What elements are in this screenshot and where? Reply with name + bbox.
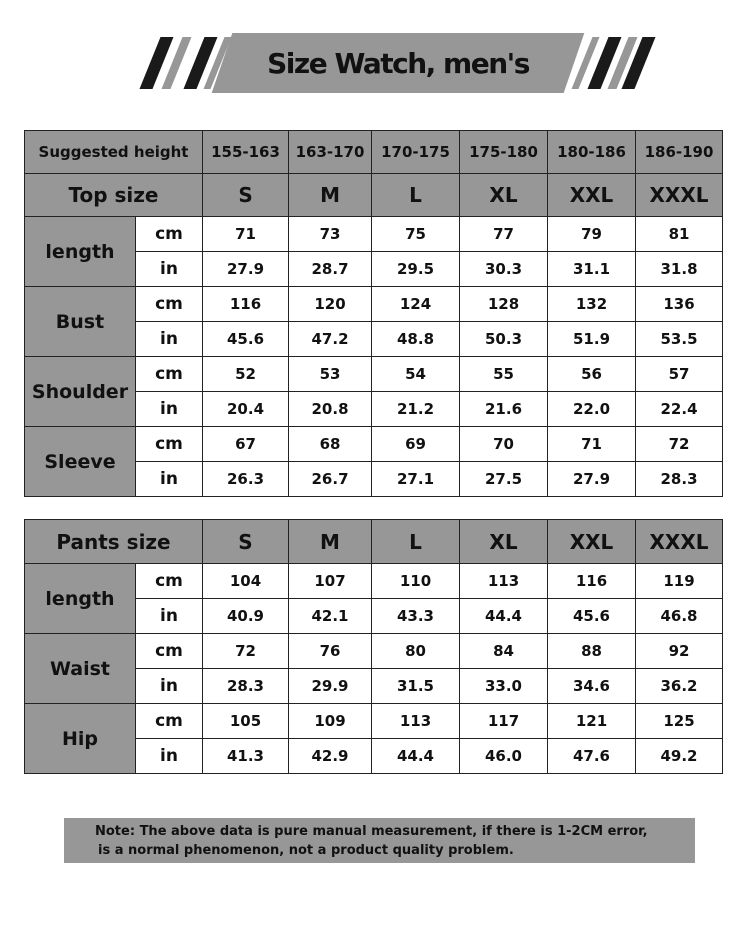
page-title: Size Watch, men's [267,46,529,80]
measurement-value: 113 [372,704,460,739]
measurement-value: 27.1 [372,462,460,497]
pants-size-table [24,519,723,774]
height-range: 170-175 [372,131,460,174]
measurement-value: 79 [548,217,636,252]
measurement-value: 120 [289,287,372,322]
measurement-value: 22.0 [548,392,636,427]
measurement-value: 72 [636,427,723,462]
measurement-value: 53.5 [636,322,723,357]
measurement-value: 51.9 [548,322,636,357]
measurement-value: 47.2 [289,322,372,357]
measurement-value: 50.3 [460,322,548,357]
measurement-value: 20.8 [289,392,372,427]
measurement-value: 105 [203,704,289,739]
unit-label: in [136,252,203,287]
measurement-label: length [25,564,136,634]
top-size-label: Top size [25,174,203,217]
measurement-value: 92 [636,634,723,669]
size-header: XXXL [636,520,723,564]
unit-label: in [136,322,203,357]
measurement-value: 73 [289,217,372,252]
measurement-value: 69 [372,427,460,462]
measurement-value: 132 [548,287,636,322]
measurement-value: 26.3 [203,462,289,497]
unit-label: cm [136,564,203,599]
measurement-row [25,287,723,322]
measurement-label: Waist [25,634,136,704]
size-header: M [289,174,372,217]
height-range: 186-190 [636,131,723,174]
measurement-value: 21.2 [372,392,460,427]
height-range: 155-163 [203,131,289,174]
height-range: 163-170 [289,131,372,174]
measurement-value: 70 [460,427,548,462]
measurement-value: 121 [548,704,636,739]
measurement-label: Hip [25,704,136,774]
measurement-value: 116 [548,564,636,599]
unit-label: in [136,392,203,427]
size-header: XXL [548,174,636,217]
measurement-value: 22.4 [636,392,723,427]
measurement-value: 109 [289,704,372,739]
measurement-row [25,217,723,252]
measurement-value: 116 [203,287,289,322]
measurement-value: 47.6 [548,739,636,774]
measurement-value: 125 [636,704,723,739]
measurement-label: Shoulder [25,357,136,427]
measurement-value: 53 [289,357,372,392]
measurement-label: length [25,217,136,287]
measurement-value: 28.3 [203,669,289,704]
measurement-label: Sleeve [25,427,136,497]
size-header: L [372,174,460,217]
measurement-value: 31.1 [548,252,636,287]
measurement-value: 44.4 [460,599,548,634]
measurement-value: 124 [372,287,460,322]
measurement-value: 27.9 [548,462,636,497]
measurement-value: 42.1 [289,599,372,634]
measurement-value: 110 [372,564,460,599]
measurement-value: 119 [636,564,723,599]
note-box [64,818,695,863]
measurement-value: 104 [203,564,289,599]
measurement-value: 45.6 [548,599,636,634]
size-header: S [203,174,289,217]
size-header: XL [460,174,548,217]
height-row [25,131,723,174]
measurement-value: 28.7 [289,252,372,287]
unit-label: cm [136,704,203,739]
size-row [25,174,723,217]
unit-label: cm [136,634,203,669]
measurement-value: 36.2 [636,669,723,704]
measurement-value: 29.9 [289,669,372,704]
measurement-row [25,634,723,669]
top-measurements [25,217,723,497]
measurement-value: 34.6 [548,669,636,704]
measurement-value: 75 [372,217,460,252]
measurement-value: 43.3 [372,599,460,634]
size-header: S [203,520,289,564]
measurement-value: 28.3 [636,462,723,497]
measurement-row [25,704,723,739]
measurement-value: 57 [636,357,723,392]
measurement-value: 46.0 [460,739,548,774]
measurement-value: 27.5 [460,462,548,497]
measurement-value: 107 [289,564,372,599]
measurement-value: 76 [289,634,372,669]
unit-label: in [136,669,203,704]
measurement-value: 77 [460,217,548,252]
note-line: is a normal phenomenon, not a product quality problem. [98,843,514,858]
top-size-table [24,130,723,497]
measurement-value: 71 [548,427,636,462]
measurement-value: 55 [460,357,548,392]
height-range: 180-186 [548,131,636,174]
measurement-value: 68 [289,427,372,462]
pants-size-label: Pants size [25,520,203,564]
measurement-value: 26.7 [289,462,372,497]
measurement-value: 113 [460,564,548,599]
measurement-value: 56 [548,357,636,392]
unit-label: cm [136,427,203,462]
measurement-value: 30.3 [460,252,548,287]
unit-label: cm [136,357,203,392]
unit-label: cm [136,287,203,322]
measurement-value: 41.3 [203,739,289,774]
unit-label: in [136,599,203,634]
measurement-row [25,564,723,599]
measurement-value: 84 [460,634,548,669]
measurement-label: Bust [25,287,136,357]
measurement-value: 72 [203,634,289,669]
measurement-value: 31.8 [636,252,723,287]
measurement-value: 71 [203,217,289,252]
unit-label: in [136,739,203,774]
measurement-value: 117 [460,704,548,739]
measurement-value: 54 [372,357,460,392]
measurement-value: 20.4 [203,392,289,427]
measurement-value: 45.6 [203,322,289,357]
measurement-value: 128 [460,287,548,322]
suggested-height-label: Suggested height [25,131,203,174]
measurement-row [25,357,723,392]
measurement-value: 42.9 [289,739,372,774]
size-header: L [372,520,460,564]
measurement-value: 46.8 [636,599,723,634]
measurement-value: 81 [636,217,723,252]
size-header: XXXL [636,174,723,217]
pants-measurements [25,564,723,774]
measurement-value: 48.8 [372,322,460,357]
note-line: Note: The above data is pure manual measurement, if there is 1-2CM error, [95,824,648,839]
unit-label: cm [136,217,203,252]
unit-label: in [136,462,203,497]
measurement-value: 33.0 [460,669,548,704]
measurement-value: 29.5 [372,252,460,287]
height-range: 175-180 [460,131,548,174]
size-header: M [289,520,372,564]
measurement-row [25,427,723,462]
size-header: XL [460,520,548,564]
measurement-value: 31.5 [372,669,460,704]
size-row [25,520,723,564]
size-header: XXL [548,520,636,564]
measurement-value: 49.2 [636,739,723,774]
measurement-value: 88 [548,634,636,669]
measurement-value: 27.9 [203,252,289,287]
measurement-value: 52 [203,357,289,392]
measurement-value: 67 [203,427,289,462]
measurement-value: 40.9 [203,599,289,634]
measurement-value: 21.6 [460,392,548,427]
measurement-value: 136 [636,287,723,322]
measurement-value: 44.4 [372,739,460,774]
measurement-value: 80 [372,634,460,669]
